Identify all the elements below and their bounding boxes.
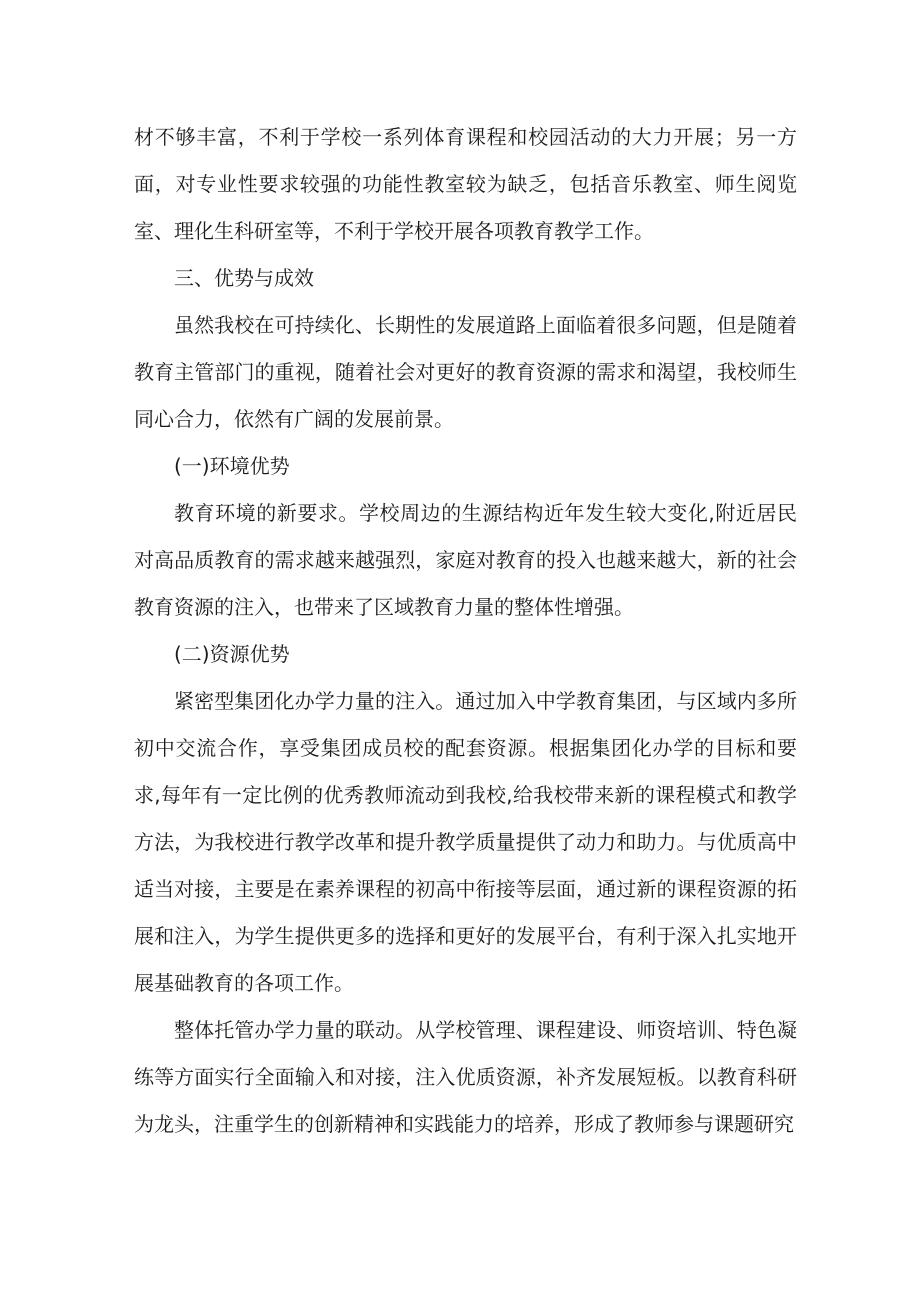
paragraph-group-schooling: 紧密型集团化办学力量的注入。通过加入中学教育集团，与区域内多所初中交流合作，享受集团成员校的配套资源。根据集团化办学的目标和要求,每年有一定比例的优秀教师流动到我校,给我校带来新的课程模式和教学方法，为我校进行教学改革和提升教学质量提供了动力和助力。与优质高中适当对接，主要是在素养课程的初高中衔接等层面，通过新的课程资源的拓展和注入，为学生提供更多的选择和更好的发展平台，有利于深入扎实地开展基础教育的各项工作。 <box>134 689 797 995</box>
subheading-environment: (一)环境优势 <box>174 454 290 478</box>
paragraph-environment: 教育环境的新要求。学校周边的生源结构近年发生较大变化,附近居民对高品质教育的需求越来越强烈，家庭对教育的投入也越来越大，新的社会教育资源的注入，也带来了区域教育力量的整体性增强。 <box>134 501 797 619</box>
paragraph-continuation: 材不够丰富，不利于学校一系列体育课程和校园活动的大力开展；另一方面，对专业性要求较强的功能性教室较为缺乏，包括音乐教室、师生阅览室、理化生科研室等，不利于学校开展各项教育教学工作。 <box>134 125 797 243</box>
subheading-resources: (二)资源优势 <box>174 642 290 666</box>
document-body <box>134 114 797 1148</box>
section-heading-advantages: 三、优势与成效 <box>174 266 314 290</box>
paragraph-trusteeship: 整体托管办学力量的联动。从学校管理、课程建设、师资培训、特色凝练等方面实行全面输入和对接，注入优质资源，补齐发展短板。以教育科研为龙头，注重学生的创新精神和实践能力的培养，形成了教师参与课题研究 <box>134 1018 797 1136</box>
paragraph-intro: 虽然我校在可持续化、长期性的发展道路上面临着很多问题，但是随着教育主管部门的重视，随着社会对更好的教育资源的需求和渴望，我校师生同心合力，依然有广阔的发展前景。 <box>134 313 797 431</box>
